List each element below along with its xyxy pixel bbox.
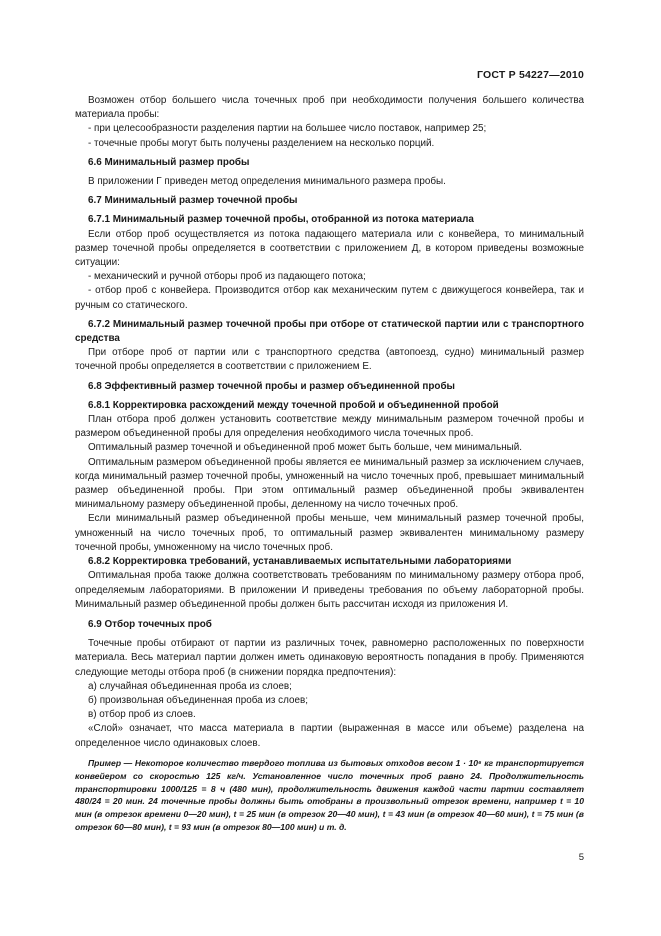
section-heading-6-7-1: 6.7.1 Минимальный размер точечной пробы, отобранной из потока материала xyxy=(88,214,474,226)
page-content xyxy=(75,94,584,834)
paragraph: Возможен отбор большего числа точечных проб при необходимости получения большего количества материала пробы: xyxy=(75,95,584,121)
paragraph: Оптимальный размер точечной и объединенной проб может быть больше, чем минимальный. xyxy=(88,442,523,454)
paragraph: Оптимальная проба также должна соответствовать требованиям по минимальному размеру отбора проб, определяемым лабораториями. В приложении И приведены требования по объему лабораторной пробы. Минимальный размер объединенной пробы должен быть рассчитан исходя из приложения И. xyxy=(75,570,584,610)
paragraph: «Слой» означает, что масса материала в партии (выраженная в массе или объеме) разделена на определенное число одинаковых слоев. xyxy=(75,723,584,749)
section-heading-6-6: 6.6 Минимальный размер пробы xyxy=(88,156,250,168)
paragraph: Оптимальным размером объединенной пробы является ее минимальный размер за исключением случаев, когда минимальный размер точечной пробы, умноженный на число точечных проб, превышает минимальный размер объединенной пробы. При этом оптимальный размер объединенной пробы эквивалентен минимальному размеру объединенной пробы, деленному на число точечных проб. xyxy=(75,456,584,511)
paragraph: Точечные пробы отбирают от партии из различных точек, равномерно расположенных по поверхности материала. Весь материал партии должен иметь одинаковую вероятность попадания в пробу. Применяются следующие методы отбора проб (в снижении порядка предпочтения): xyxy=(75,638,584,678)
paragraph: Если отбор проб осуществляется из потока падающего материала или с конвейера, то минимальный размер точечной пробы определяется в соответствии с приложением Д, в котором приведены возможные ситуации: xyxy=(75,228,584,269)
page-number: 5 xyxy=(578,852,584,863)
section-heading-6-7: 6.7 Минимальный размер точечной пробы xyxy=(88,195,298,207)
paragraph: При отборе проб от партии или с транспортного средства (автопоезд, судно) минимальный размер точечной пробы определяется в соответствии с приложением Е. xyxy=(75,347,584,373)
section-heading-6-7-2: 6.7.2 Минимальный размер точечной пробы при отборе от статической партии или с транспортного средства xyxy=(75,318,584,345)
section-heading-6-8-2: 6.8.2 Корректировка требований, устанавливаемых испытательными лабораториями xyxy=(88,556,512,568)
paragraph: Если минимальный размер объединенной пробы меньше, чем минимальный размер точечной пробы, умноженный на число точечных проб, то оптимальный размер эквивалентен минимальному размеру точечной пробы, умноженному на число точечных проб. xyxy=(75,513,584,553)
list-item: - механический и ручной отборы проб из падающего потока; xyxy=(88,271,366,283)
list-item: - точечные пробы могут быть получены разделением на несколько порций. xyxy=(88,137,435,149)
example-note: Пример — Некоторое количество твердого топлива из бытовых отходов весом 1 · 10⁶ кг транспортируется конвейером со скоростью 125 кг/ч. Установленное число точечных проб равно 24. Продолжительность транспортировки 1000/125 = 8 ч (480 мин), продолжительность движения каждой части партии составляет 480/24 = 20 мин. 24 точечные пробы должны быть отобраны в произвольный отрезок времени, например t = 10 мин (в отрезок времени 0—20 мин), t = 25 мин (в отрезок 20—40 мин), t = 43 мин (в отрезок 40—60 мин), t = 75 мин (в отрезок 60—80 мин), t = 93 мин (в отрезок 80—100 мин) и т. д. xyxy=(75,757,584,833)
section-heading-6-8-1: 6.8.1 Корректировка расхождений между точечной пробой и объединенной пробой xyxy=(88,399,499,411)
list-item: - при целесообразности разделения партии на большее число поставок, например 25; xyxy=(88,123,487,135)
list-item: в) отбор проб из слоев. xyxy=(88,709,196,721)
section-heading-6-8: 6.8 Эффективный размер точечной пробы и размер объединенной пробы xyxy=(88,380,455,392)
document-id-header: ГОСТ Р 54227—2010 xyxy=(476,69,584,81)
section-heading-6-9: 6.9 Отбор точечных проб xyxy=(88,618,212,630)
paragraph: В приложении Г приведен метод определения минимального размера пробы. xyxy=(88,176,446,188)
list-item: б) произвольная объединенная проба из слоев; xyxy=(88,694,308,706)
list-item: а) случайная объединенная проба из слоев; xyxy=(88,680,292,692)
paragraph: План отбора проб должен установить соответствие между минимальным размером точечной пробы и размером объединенной пробы для определения необходимого числа точечных проб. xyxy=(75,414,584,440)
list-item: - отбор проб с конвейера. Производится отбор как механическим путем с движущегося конвейера, так и ручным со статического. xyxy=(75,285,584,311)
